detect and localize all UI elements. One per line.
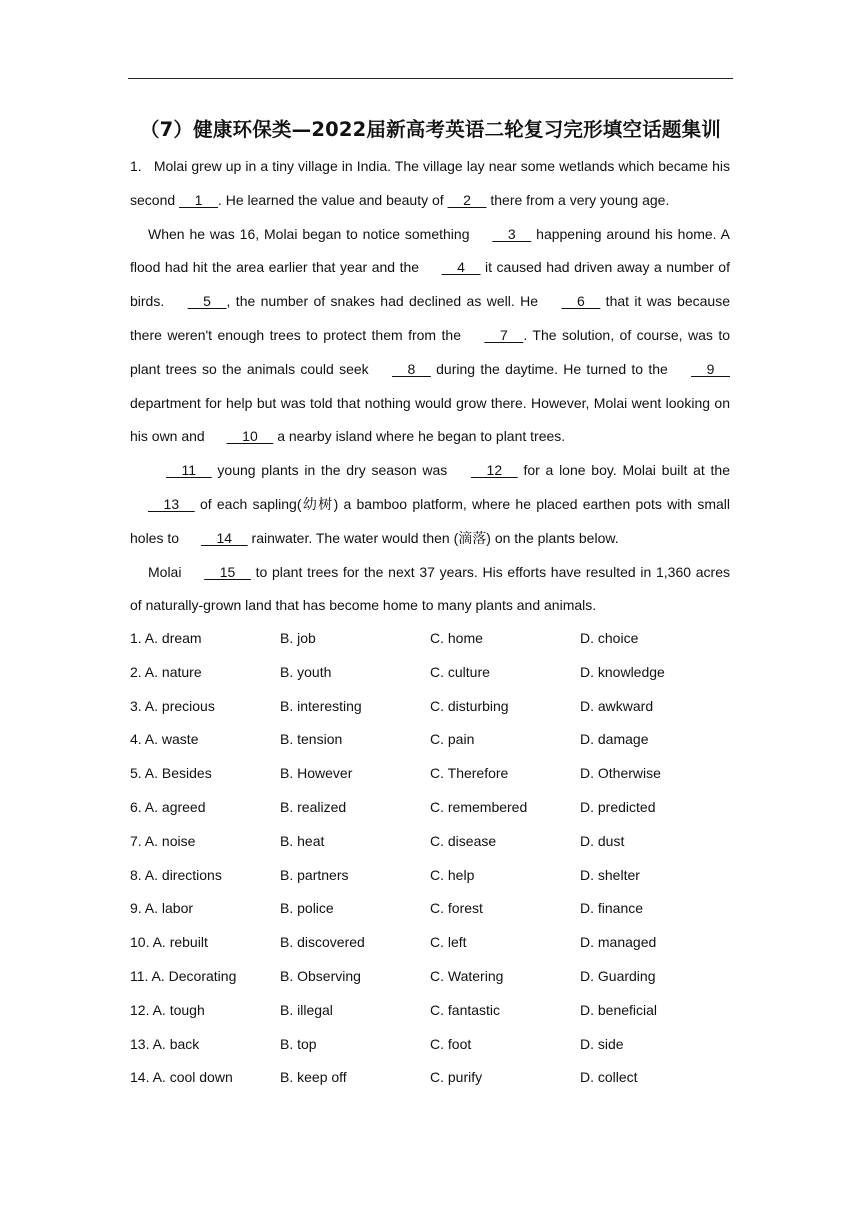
option-a: 13. A. back xyxy=(130,1035,200,1052)
option-row-7 xyxy=(130,825,730,859)
passage-text: . He learned the value and beauty of xyxy=(217,191,448,208)
passage-text: of each sapling(幼树) a bamboo platform, where he placed earthen pots with small holes to xyxy=(130,495,730,546)
option-row-14 xyxy=(130,1061,730,1095)
option-row-6 xyxy=(130,791,730,825)
option-a: 14. A. cool down xyxy=(130,1069,233,1086)
option-c: C. home xyxy=(430,630,483,646)
option-row-10 xyxy=(130,926,730,960)
options-list xyxy=(130,622,730,1095)
option-a: 2. A. nature xyxy=(130,663,202,680)
blank-14: 14 xyxy=(200,529,248,546)
option-a: 9. A. labor xyxy=(130,900,194,917)
option-c: C. remembered xyxy=(430,798,528,815)
blank-8: 8 xyxy=(391,360,431,377)
option-a: 7. A. noise xyxy=(130,832,196,849)
option-d: D. Guarding xyxy=(580,967,656,984)
option-row-2 xyxy=(130,656,730,690)
passage-text: happening around his home. A flood had hit the area earlier that year and the xyxy=(130,225,731,276)
option-d: D. predicted xyxy=(580,798,656,815)
option-b: B. discovered xyxy=(280,934,365,951)
option-b: B. Observing xyxy=(280,967,361,984)
option-d: D. damage xyxy=(580,731,649,748)
option-b: B. youth xyxy=(280,663,332,680)
passage-text: young plants in the dry season was xyxy=(211,462,453,479)
passage-text: rainwater. The water would then (滴落) on the plants below. xyxy=(247,529,619,546)
option-d: D. awkward xyxy=(580,697,654,714)
option-row-4 xyxy=(130,723,730,757)
option-b: B. partners xyxy=(280,866,349,883)
option-row-3 xyxy=(130,690,730,724)
option-b: B. tension xyxy=(280,731,343,748)
blank-12: 12 xyxy=(471,462,518,479)
option-d: D. beneficial xyxy=(580,1001,658,1018)
option-d: D. knowledge xyxy=(580,663,665,680)
option-c: C. Watering xyxy=(430,967,504,984)
blank-15: 15 xyxy=(204,563,251,580)
blank-7: 7 xyxy=(484,326,524,343)
passage-text: Molai xyxy=(148,563,187,580)
blank-1: 1 xyxy=(179,191,218,208)
option-b: B. interesting xyxy=(280,697,362,714)
passage-text: that it was because there weren't enough trees to protect them from the xyxy=(130,293,730,343)
passage-paragraph-3 xyxy=(130,454,730,555)
passage-text: it caused had driven away a number of birds. xyxy=(130,259,730,310)
passage-text: there from a very young age. xyxy=(486,191,670,208)
option-b: B. realized xyxy=(280,798,347,815)
option-a: 4. A. waste xyxy=(130,731,199,748)
option-row-5 xyxy=(130,757,730,791)
option-d: D. dust xyxy=(580,832,625,849)
passage-text: for a lone boy. Molai built at the xyxy=(517,462,730,479)
option-b: B. police xyxy=(280,900,334,917)
option-d: D. side xyxy=(580,1035,624,1052)
option-c: C. forest xyxy=(430,900,483,917)
blank-9: 9 xyxy=(691,360,730,377)
option-d: D. collect xyxy=(580,1069,638,1086)
option-row-1 xyxy=(130,622,730,656)
option-b: B. However xyxy=(280,765,353,782)
option-a: 10. A. rebuilt xyxy=(130,934,208,951)
blank-5: 5 xyxy=(187,293,227,310)
option-a: 1. A. dream xyxy=(130,630,202,646)
blank-4: 4 xyxy=(441,259,481,276)
option-a: 11. A. Decorating xyxy=(130,967,237,984)
option-d: D. Otherwise xyxy=(580,765,661,782)
blank-6: 6 xyxy=(561,293,601,310)
option-d: D. choice xyxy=(580,630,639,646)
option-c: C. culture xyxy=(430,663,490,680)
option-a: 6. A. agreed xyxy=(130,798,206,815)
option-row-8 xyxy=(130,859,730,893)
option-a: 12. A. tough xyxy=(130,1001,205,1018)
passage-text: a nearby island where he began to plant trees. xyxy=(273,428,566,445)
option-d: D. shelter xyxy=(580,866,640,883)
cloze-passage xyxy=(130,150,730,623)
option-c: C. fantastic xyxy=(430,1001,501,1018)
header-rule xyxy=(128,78,733,79)
option-c: C. foot xyxy=(430,1035,472,1052)
option-c: C. help xyxy=(430,866,475,883)
blank-13: 13 xyxy=(148,495,195,512)
option-c: C. pain xyxy=(430,731,475,748)
option-row-12 xyxy=(130,994,730,1028)
blank-11: 11 xyxy=(166,462,212,479)
option-d: D. managed xyxy=(580,934,657,951)
option-c: C. disease xyxy=(430,832,497,849)
passage-text: . The solution, of course, was to plant trees so the animals could seek xyxy=(130,326,730,377)
blank-2: 2 xyxy=(447,191,487,208)
option-b: B. heat xyxy=(280,832,325,849)
option-c: C. purify xyxy=(430,1069,483,1086)
option-c: C. Therefore xyxy=(430,765,509,782)
option-b: B. top xyxy=(280,1035,317,1052)
passage-text: When he was 16, Molai began to notice something xyxy=(148,225,475,242)
page-title: （7）健康环保类—2022届新高考英语二轮复习完形填空话题集训 xyxy=(139,118,722,141)
option-d: D. finance xyxy=(580,900,644,917)
passage-text: 1. Molai grew up in a tiny village in India. The village lay near some wetlands which became his second xyxy=(130,158,730,208)
blank-10: 10 xyxy=(226,428,274,445)
option-c: C. disturbing xyxy=(430,697,509,714)
passage-paragraph-2 xyxy=(130,218,730,455)
passage-paragraph-1 xyxy=(130,150,730,218)
option-c: C. left xyxy=(430,934,467,951)
passage-paragraph-4 xyxy=(130,556,730,624)
option-a: 3. A. precious xyxy=(130,697,215,714)
option-a: 8. A. directions xyxy=(130,866,222,883)
passage-text: department for help but was told that nothing would grow there. However, Molai went looking on his own and xyxy=(130,394,730,445)
option-row-9 xyxy=(130,892,730,926)
passage-text: , the number of snakes had declined as well. He xyxy=(226,293,544,310)
option-row-11 xyxy=(130,960,730,994)
option-b: B. job xyxy=(280,630,316,646)
passage-text: during the daytime. He turned to the xyxy=(430,360,674,377)
passage-text: to plant trees for the next 37 years. His efforts have resulted in 1,360 acres of naturally-grown land that has become home to many plants and animals. xyxy=(130,563,730,614)
option-b: B. keep off xyxy=(280,1069,347,1086)
option-b: B. illegal xyxy=(280,1001,333,1018)
blank-3: 3 xyxy=(492,225,532,242)
option-a: 5. A. Besides xyxy=(130,765,212,782)
option-row-13 xyxy=(130,1028,730,1062)
